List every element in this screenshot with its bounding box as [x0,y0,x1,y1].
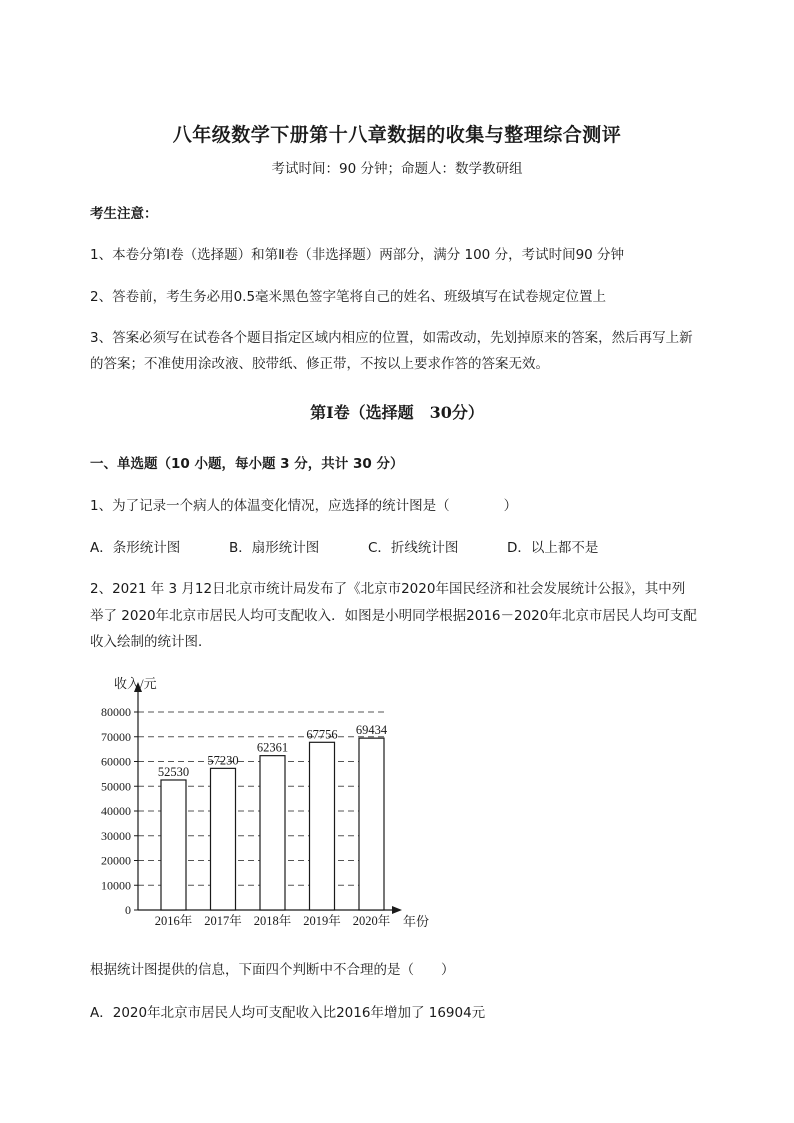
exam-info: 考试时间：90 分钟；命题人：数学教研组 [271,161,523,177]
question-2-stem-line-3: 收入绘制的统计图． [90,634,212,650]
option-a: A．条形统计图 [90,540,181,556]
option-b: B．扇形统计图 [229,540,320,556]
y-tick-label: 30000 [101,828,131,843]
question-2-stem-line-1: 2、2021 年 3 月12日北京市统计局发布了《北京市2020年国民经济和社会发展统计公报》，其中列 [90,581,686,597]
bar-value-label: 62361 [256,740,289,755]
y-tick-label: 80000 [101,705,131,719]
bar [211,768,236,910]
page-title: 八年级数学下册第十八章数据的收集与整理综合测评 [172,124,622,146]
option-c: C．折线统计图 [368,540,459,556]
option-d: D．以上都不是 [507,540,599,556]
bar-value-label: 67756 [306,727,338,742]
income-bar-chart [100,668,440,938]
bar [359,738,384,910]
x-tick-label: 2018年 [253,914,292,928]
question-1-options [90,536,598,556]
x-tick-label: 2019年 [303,914,341,928]
bar [260,756,285,910]
notice-item-2: 2、答卷前，考生务必用0.5毫米黑色签字笔将自己的姓名、班级填写在试卷规定位置上 [90,289,607,305]
notice-item-3-cont: 的答案；不准使用涂改液、胶带纸、修正带，不按以上要求作答的答案无效。 [90,356,549,372]
y-tick-label: 50000 [101,779,131,794]
question-2-prompt: 根据统计图提供的信息，下面四个判断中不合理的是（ ） [90,962,455,978]
y-tick-label: 60000 [101,754,131,769]
bar-value-label: 69434 [355,723,388,738]
bar-value-label: 57230 [207,753,239,768]
bar [310,742,335,910]
bar-value-label: 52530 [157,764,190,779]
x-tick-label: 2017年 [204,914,242,928]
y-tick-label: 70000 [101,729,131,744]
notice-item-3: 3、答案必须写在试卷各个题目指定区域内相应的位置，如需改动，先划掉原来的答案，然后再写上新 [90,330,693,346]
y-axis-label: 收入/元 [114,676,157,691]
question-2-stem-line-2: 举了 2020年北京市居民人均可支配收入．如图是小明同学根据2016－2020年北京市居民人均可支配 [90,608,697,624]
part-heading: 一、单选题（10 小题，每小题 3 分，共计 30 分） [90,456,404,472]
notice-heading: 考生注意： [90,206,158,222]
question-1-stem: 1、为了记录一个病人的体温变化情况，应选择的统计图是（ ） [90,498,518,514]
y-tick-label: 40000 [101,804,131,818]
y-tick-label: 20000 [101,853,131,868]
x-axis-label: 年份 [403,914,430,929]
section-title: 第Ⅰ卷（选择题 30分） [310,403,484,422]
x-tick-label: 2020年 [352,914,391,928]
x-axis-arrow [392,906,402,914]
x-tick-label: 2016年 [154,914,193,928]
y-tick-label: 10000 [101,878,131,893]
bar [161,780,186,910]
notice-item-1: 1、本卷分第Ⅰ卷（选择题）和第Ⅱ卷（非选择题）两部分，满分 100 分，考试时间90 分钟 [90,247,625,263]
question-2-option-a: A．2020年北京市居民人均可支配收入比2016年增加了 16904元 [90,1005,486,1021]
y-tick-label: 0 [125,903,131,917]
